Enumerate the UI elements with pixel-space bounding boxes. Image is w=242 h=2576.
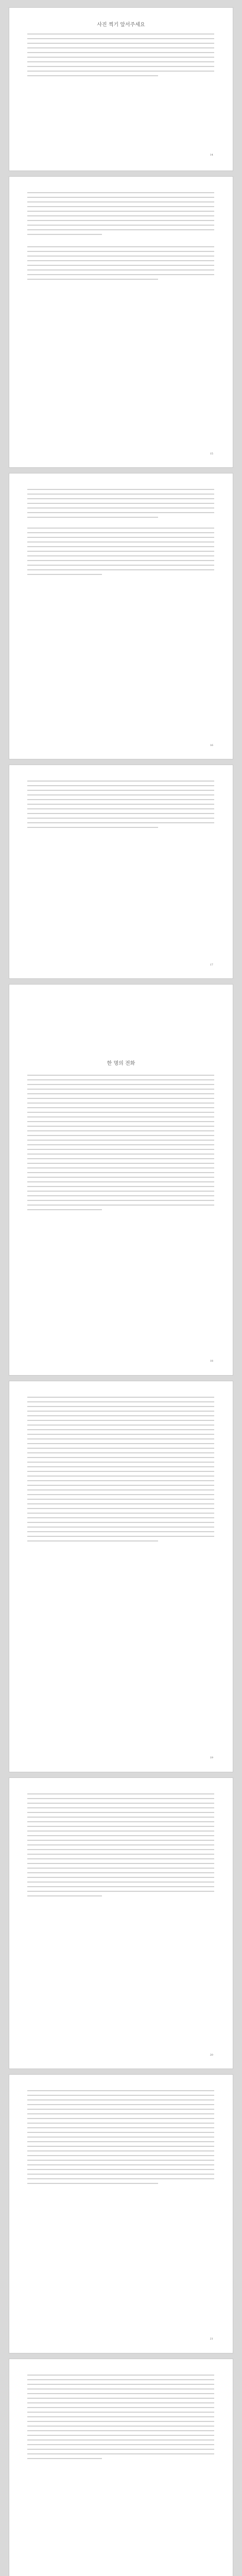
document-page (9, 2074, 233, 2353)
text-block (27, 781, 214, 832)
page-number: 15 (210, 452, 213, 455)
page-number: 17 (210, 963, 213, 967)
document-page (9, 765, 233, 979)
text-block (27, 192, 214, 239)
text-block (27, 33, 214, 80)
text-block (27, 1075, 214, 1214)
page-number: 14 (210, 154, 213, 157)
document-page (9, 2359, 233, 2576)
text-block (27, 1397, 214, 1545)
text-block (27, 2375, 214, 2463)
document-page (9, 7, 233, 171)
document-page (9, 473, 233, 759)
document-page (9, 1381, 233, 1772)
document-page (9, 176, 233, 468)
page-number: 20 (210, 2054, 213, 2057)
text-block (27, 489, 214, 521)
text-block (27, 1793, 214, 1900)
page-number: 16 (210, 744, 213, 747)
chapter-title: 한 명의 전화 (107, 1061, 135, 1066)
page-number: 18 (210, 1360, 213, 1363)
page-number: 21 (210, 2337, 213, 2341)
page-number: 19 (210, 1756, 213, 1759)
document-page (9, 1777, 233, 2069)
text-block (27, 2090, 214, 2188)
page-title: 사진 찍기 앞서주세요 (97, 22, 145, 28)
text-block (27, 528, 214, 579)
text-block (27, 246, 214, 283)
document-page (9, 984, 233, 1376)
